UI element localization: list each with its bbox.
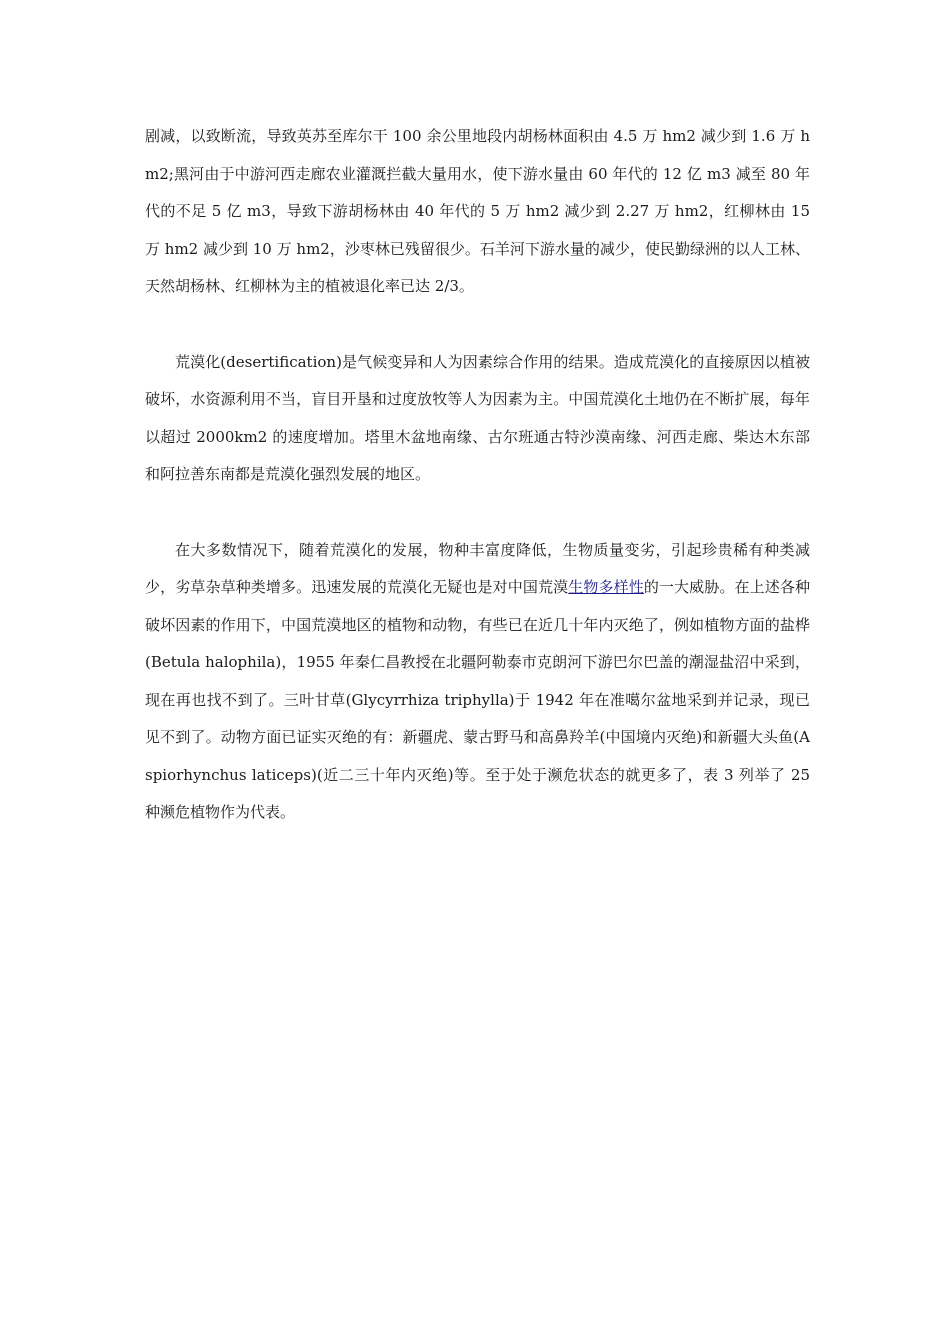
paragraph-biodiversity-text-before-link: 在大多数情况下，随着荒漠化的发展，物种丰富度降低，生物质量变劣，引起珍贵稀有种类减少，劣草杂草种类增多。迅速发展的荒漠化无疑也是对中国荒漠 [145,540,810,596]
paragraph-desertification: 荒漠化(desertification)是气候变异和人为因素综合作用的结果。造成荒漠化的直接原因以植被破坏，水资源利用不当，盲目开垦和过度放牧等人为因素为主。中国荒漠化土地仍在不断扩展，每年以超过 2000km2 的速度增加。塔里木盆地南缘、古尔班通古特沙漠南缘、河西走廊、柴达木东部和阿拉善东南都是荒漠化强烈发展的地区。 [145,352,810,483]
paragraph-gap [145,306,810,344]
document-body [145,118,810,832]
paragraph-biodiversity-text-after-link: 的一大威胁。在上述各种破坏因素的作用下，中国荒漠地区的植物和动物，有些已在近几十年内灭绝了，例如植物方面的盐桦(Betula halophila)，1955 年秦仁昌教授在北疆阿勒泰市克朗河下游巴尔巴盖的潮湿盐沼中采到，现在再也找不到了。三叶甘草(Glycyrrhiza triphylla)于 1942 年在准噶尔盆地采到并记录，现已见不到了。动物方面已证实灭绝的有：新疆虎、蒙古野马和高鼻羚羊(中国境内灭绝)和新疆大头鱼(Aspiorhynchus laticeps)(近二三十年内灭绝)等。至于处于濒危状态的就更多了，表 3 列举了 25 种濒危植物作为代表。 [145,578,810,821]
paragraph-gap [145,494,810,532]
paragraph-biodiversity [145,532,810,832]
paragraph-river-decline: 剧减，以致断流，导致英苏至库尔干 100 余公里地段内胡杨林面积由 4.5 万 hm2 减少到 1.6 万 hm2;黑河由于中游河西走廊农业灌溉拦截大量用水，使下游水量由 60 年代的 12 亿 m3 减至 80 年代的不足 5 亿 m3，导致下游胡杨林由 40 年代的 5 万 hm2 减少到 2.27 万 hm2，红柳林由 15 万 hm2 减少到 10 万 hm2，沙枣林已残留很少。石羊河下游水量的减少，使民勤绿洲的以人工林、天然胡杨林、红柳林为主的植被退化率已达 2/3。 [145,127,810,295]
biodiversity-link[interactable]: 生物多样性 [568,578,644,596]
